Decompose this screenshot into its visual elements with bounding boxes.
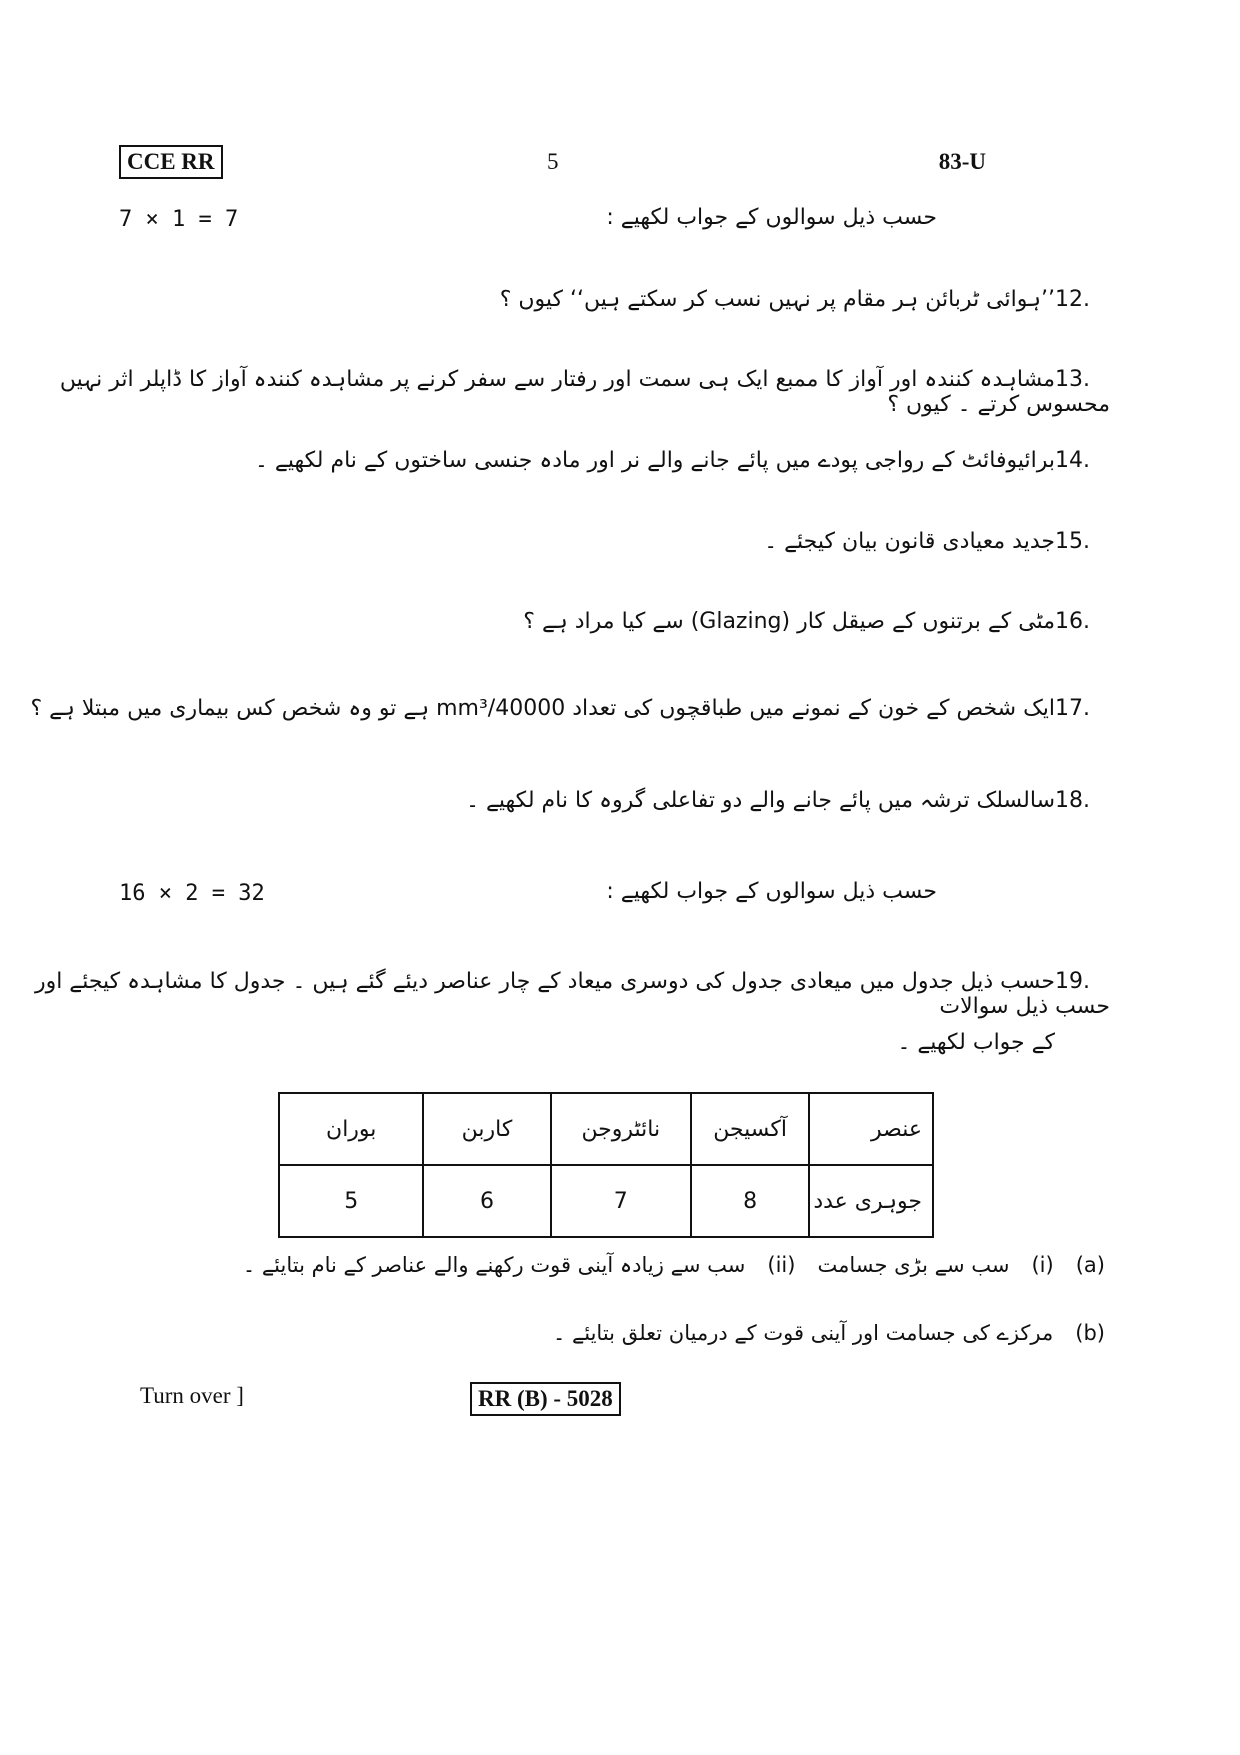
footer-code-box: RR (B) - 5028 <box>470 1382 621 1416</box>
question-15 <box>764 529 1110 554</box>
question-19 <box>0 969 1110 1019</box>
row-label-element: عنصر <box>809 1093 933 1165</box>
question-text: برائیوفائٹ کے رواجی پودے میں پائے جانے والے نر اور مادہ جنسی ساختوں کے نام لکھیے ۔ <box>255 448 1055 473</box>
question-number: 19. <box>1055 969 1090 994</box>
turn-over-note: Turn over ] <box>140 1383 244 1408</box>
question-text: ایک شخص کے خون کے نمونے میں طباقچوں کی تعداد 40000/mm³ ہے تو وہ شخص کس بیماری میں مبتلا ہے ؟ <box>30 696 1055 721</box>
question-19-continued: کے جواب لکھیے ۔ <box>897 1030 1055 1055</box>
question-18 <box>466 788 1110 813</box>
question-number: 13. <box>1055 367 1090 392</box>
part-b-label: (b) <box>1075 1321 1105 1345</box>
table-cell: 7 <box>551 1165 691 1237</box>
part-a-i-label: (i) <box>1031 1253 1054 1277</box>
question-text: مٹی کے برتنوں کے صیقل کار (Glazing) سے کیا مراد ہے ؟ <box>523 609 1055 634</box>
question-number: 18. <box>1055 788 1090 813</box>
part-a-ii-label: (ii) <box>767 1253 796 1277</box>
table-row <box>279 1093 933 1165</box>
table-cell: نائٹروجن <box>551 1093 691 1165</box>
row-label-atomic-number: جوہری عدد <box>809 1165 933 1237</box>
section2-instruction: حسب ذیل سوالوں کے جواب لکھیے : <box>606 879 937 904</box>
question-13 <box>0 367 1110 417</box>
question-number: 16. <box>1055 609 1090 634</box>
table-cell: 5 <box>279 1165 423 1237</box>
question-number: 14. <box>1055 448 1090 473</box>
table-row <box>279 1165 933 1237</box>
part-b <box>531 1321 1105 1345</box>
part-a-i-text: سب سے بڑی جسامت <box>817 1253 1010 1277</box>
question-14 <box>255 448 1110 473</box>
question-12 <box>500 287 1110 312</box>
table-cell: کاربن <box>423 1093 550 1165</box>
question-text: ’’ہوائی ٹربائن ہر مقام پر نہیں نسب کر سکتے ہیں‘‘ کیوں ؟ <box>499 287 1055 312</box>
header-code-box: CCE RR <box>119 145 223 179</box>
question-number: 15. <box>1055 529 1090 554</box>
section2-marks: 16 × 2 = 32 <box>119 881 265 906</box>
question-text: مشاہدہ کنندہ اور آواز کا ممبع ایک ہی سمت اور رفتار سے سفر کرنے پر مشاہدہ کنندہ آواز کا ڈاپلر اثر نہیں محسوس کرتے ۔ کیوں ؟ <box>59 367 1110 417</box>
page-number: 5 <box>547 149 559 174</box>
table-cell: 6 <box>423 1165 550 1237</box>
question-number: 17. <box>1055 696 1090 721</box>
question-text: حسب ذیل جدول میں میعادی جدول کی دوسری میعاد کے چار عناصر دیئے گئے ہیں ۔ جدول کا مشاہدہ کیجئے اور حسب ذیل سوالات <box>34 969 1110 1019</box>
section1-marks: 7 × 1 = 7 <box>119 207 239 232</box>
question-16 <box>523 609 1110 634</box>
question-number: 12. <box>1055 287 1090 312</box>
question-text: جدید معیادی قانون بیان کیجئے ۔ <box>764 529 1055 554</box>
part-a-ii-text: سب سے زیادہ آینی قوت رکھنے والے عناصر کے نام بتایئے ۔ <box>242 1253 746 1277</box>
part-a <box>221 1253 1105 1277</box>
part-b-text: مرکزے کی جسامت اور آینی قوت کے درمیان تعلق بتایئے ۔ <box>552 1321 1054 1345</box>
table-cell: بوران <box>279 1093 423 1165</box>
section1-instruction: حسب ذیل سوالوں کے جواب لکھیے : <box>606 205 937 230</box>
table-cell: آکسیجن <box>691 1093 809 1165</box>
paper-code: 83-U <box>938 149 986 174</box>
elements-table <box>278 1092 934 1238</box>
question-text: سالسلک ترشہ میں پائے جانے والے دو تفاعلی گروہ کا نام لکھیے ۔ <box>466 788 1055 813</box>
table-cell: 8 <box>691 1165 809 1237</box>
part-a-label: (a) <box>1075 1253 1105 1277</box>
question-17 <box>30 696 1110 721</box>
